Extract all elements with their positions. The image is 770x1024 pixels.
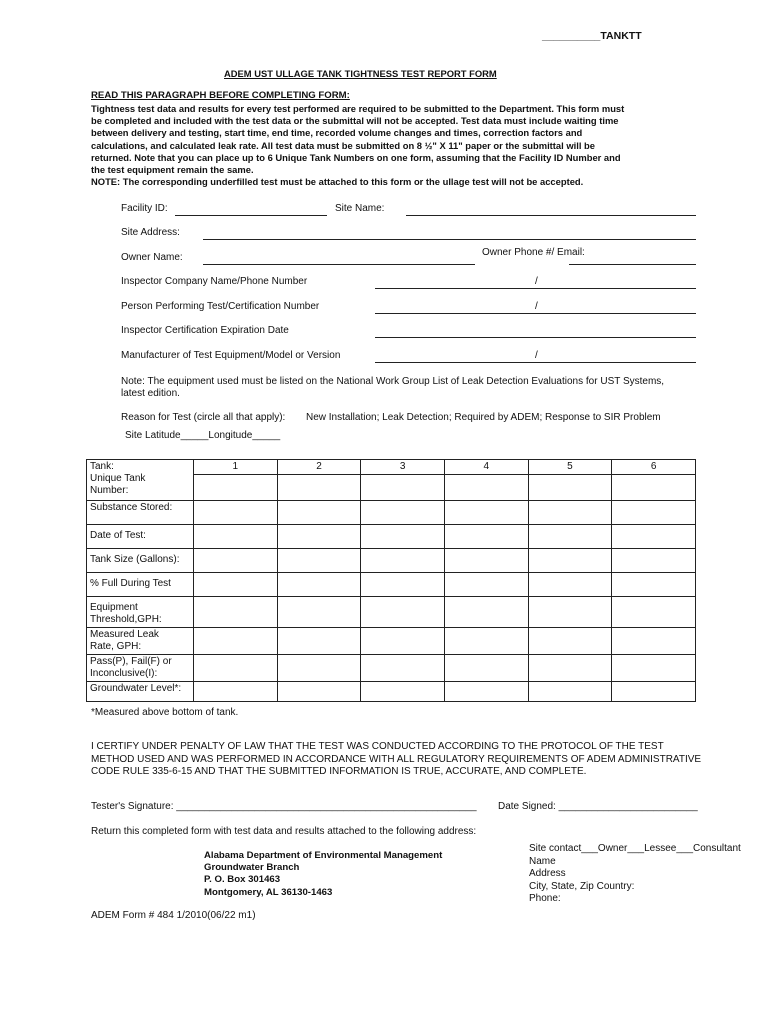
person-performing-field[interactable] [375,313,696,314]
site-contact-type[interactable]: Site contact___Owner___Lessee___Consultant [529,843,741,854]
certification-line: I CERTIFY UNDER PENALTY OF LAW THAT THE TEST WAS CONDUCTED ACCORDING TO THE PROTOCOL OF THE TEST [91,741,664,752]
instructions-note: NOTE: The corresponding underfilled test must be attached to this form or the ullage test will not be accepted. [91,176,584,188]
table-row [87,682,696,702]
table-footnote: *Measured above bottom of tank. [91,707,239,718]
table-cell[interactable] [277,655,361,682]
table-cell[interactable] [277,475,361,501]
table-cell[interactable] [612,549,696,573]
certification-line: METHOD USED AND WAS PERFORMED IN ACCORDANCE WITH ALL REGULATORY REQUIREMENTS OF ADEM ADMINISTRATIVE [91,753,702,765]
site-coordinates[interactable]: Site Latitude_____Longitude_____ [125,430,281,441]
table-cell[interactable] [194,597,278,628]
table-cell[interactable] [528,655,612,682]
address-line: Groundwater Branch [204,862,300,874]
table-cell[interactable] [612,628,696,655]
table-cell[interactable] [361,501,445,525]
form-number: ADEM Form # 484 1/2010(06/22 m1) [91,910,256,921]
form-title: ADEM UST ULLAGE TANK TIGHTNESS TEST REPORT FORM [224,68,497,79]
table-cell[interactable] [361,475,445,501]
row-label-groundwater: Groundwater Level*: [87,682,194,702]
row-label-tank: Tank: Unique Tank Number: [87,460,194,501]
instructions-line: the test equipment remain the same. [91,164,254,176]
table-cell[interactable] [444,573,528,597]
manufacturer-field[interactable] [375,362,696,363]
inspector-company-label: Inspector Company Name/Phone Number [121,276,308,287]
address-line: P. O. Box 301463 [204,874,281,886]
table-cell[interactable] [277,682,361,702]
certification-statement [91,741,721,779]
table-cell[interactable] [444,501,528,525]
facility-id-label: Facility ID: [121,203,168,214]
instructions-paragraph [91,103,683,188]
site-contact-phone: Phone: [529,893,561,904]
instructions-line: calculations, and calculated leak rate. All test data must be submitted on 8 ½" X 11" paper or the submittal will be [91,139,595,151]
equipment-note-line2: latest edition. [121,388,180,399]
column-header: 1 [194,460,278,475]
mailing-address [204,850,442,899]
owner-phone-field[interactable] [569,264,696,265]
table-cell[interactable] [444,549,528,573]
table-cell[interactable] [444,655,528,682]
reason-options[interactable]: New Installation; Leak Detection; Required by ADEM; Response to SIR Problem [306,412,661,423]
site-contact-name: Name [529,855,556,867]
tank-table [86,459,696,702]
table-cell[interactable] [612,655,696,682]
table-cell[interactable] [277,525,361,549]
table-row [87,549,696,573]
table-cell[interactable] [612,475,696,501]
instructions-line: between delivery and testing, start time, end time, recorded volume changes and times, correction factors and [91,127,583,139]
instructions-line: returned. Note that you can place up to 6 Unique Tank Numbers on one form, assuming that the Facility ID Number and [91,151,621,163]
table-cell[interactable] [194,475,278,501]
table-cell[interactable] [361,525,445,549]
table-cell[interactable] [361,682,445,702]
table-cell[interactable] [361,573,445,597]
table-cell[interactable] [444,682,528,702]
column-header: 4 [444,460,528,475]
table-cell[interactable] [194,573,278,597]
table-row [87,573,696,597]
table-cell[interactable] [194,501,278,525]
inspector-cert-exp-label: Inspector Certification Expiration Date [121,325,289,336]
table-cell[interactable] [444,475,528,501]
table-row [87,655,696,682]
table-cell[interactable] [612,525,696,549]
table-cell[interactable] [277,549,361,573]
person-performing-label: Person Performing Test/Certification Number [121,301,320,312]
row-label-tank-size: Tank Size (Gallons): [87,549,194,573]
table-cell[interactable] [528,597,612,628]
slash-separator: / [535,276,538,287]
row-label-threshold: Equipment Threshold,GPH: [87,597,194,628]
site-name-label: Site Name: [335,203,385,214]
table-row [87,525,696,549]
inspector-company-field[interactable] [375,288,696,289]
table-cell[interactable] [361,628,445,655]
table-cell[interactable] [528,682,612,702]
table-cell[interactable] [194,628,278,655]
instructions-line: be completed and included with the test data or the submittal will not be accepted. Test data must include waiting time [91,115,619,127]
table-cell[interactable] [194,549,278,573]
instructions-line: Tightness test data and results for every test performed are required to be submitted to the Department. This form must [91,103,625,114]
column-header: 3 [361,460,445,475]
reason-label: Reason for Test (circle all that apply): [121,412,286,423]
table-row [87,501,696,525]
manufacturer-label: Manufacturer of Test Equipment/Model or Version [121,350,341,361]
table-cell[interactable] [361,597,445,628]
table-cell[interactable] [612,682,696,702]
row-label-pass-fail: Pass(P), Fail(F) or Inconclusive(I): [87,655,194,682]
row-label-substance: Substance Stored: [87,501,194,525]
tester-signature-field[interactable]: Tester's Signature: ______________________________________________________ [91,801,477,812]
table-cell[interactable] [444,525,528,549]
inspector-cert-exp-field[interactable] [375,337,696,338]
table-cell[interactable] [612,501,696,525]
site-contact-block [529,843,741,906]
site-contact-city: City, State, Zip Country: [529,880,635,892]
owner-name-label: Owner Name: [121,252,183,263]
site-address-field[interactable] [203,239,696,240]
address-line: Montgomery, AL 36130-1463 [204,886,333,898]
site-name-field[interactable] [406,215,696,216]
table-cell[interactable] [528,573,612,597]
equipment-note-line1: Note: The equipment used must be listed on the National Work Group List of Leak Detection Evaluations for UST Systems, [121,376,665,387]
table-cell[interactable] [277,501,361,525]
table-cell[interactable] [194,655,278,682]
table-row [87,597,696,628]
table-cell[interactable] [444,597,528,628]
form-code: __________TANKTT [542,30,642,42]
table-cell[interactable] [444,628,528,655]
table-cell[interactable] [361,655,445,682]
table-cell[interactable] [528,475,612,501]
instructions-heading: READ THIS PARAGRAPH BEFORE COMPLETING FORM: [91,90,350,101]
row-label-percent-full: % Full During Test [87,573,194,597]
owner-phone-label: Owner Phone #/ Email: [482,247,585,258]
site-contact-address: Address [529,868,566,879]
table-cell[interactable] [277,628,361,655]
row-label-leak-rate: Measured Leak Rate, GPH: [87,628,194,655]
date-signed-field[interactable]: Date Signed: _________________________ [498,801,698,812]
table-cell[interactable] [528,525,612,549]
table-row [87,628,696,655]
row-label-date: Date of Test: [87,525,194,549]
table-cell[interactable] [277,597,361,628]
table-cell[interactable] [528,628,612,655]
return-instructions: Return this completed form with test data and results attached to the following address: [91,826,477,837]
slash-separator: / [535,350,538,361]
site-address-label: Site Address: [121,227,180,238]
table-cell[interactable] [277,573,361,597]
column-header: 6 [612,460,696,475]
table-cell[interactable] [194,682,278,702]
owner-name-field[interactable] [203,264,475,265]
table-cell[interactable] [528,501,612,525]
column-header: 2 [277,460,361,475]
table-cell[interactable] [361,549,445,573]
column-header: 5 [528,460,612,475]
facility-id-field[interactable] [175,215,327,216]
table-header-row [87,460,696,475]
address-line: Alabama Department of Environmental Management [204,850,443,861]
slash-separator: / [535,301,538,312]
table-cell[interactable] [194,525,278,549]
table-cell[interactable] [612,573,696,597]
table-cell[interactable] [528,549,612,573]
table-cell[interactable] [612,597,696,628]
certification-line: CODE RULE 335-6-15 AND THAT THE SUBMITTED INFORMATION IS TRUE, ACCURATE, AND COMPLETE. [91,766,587,778]
